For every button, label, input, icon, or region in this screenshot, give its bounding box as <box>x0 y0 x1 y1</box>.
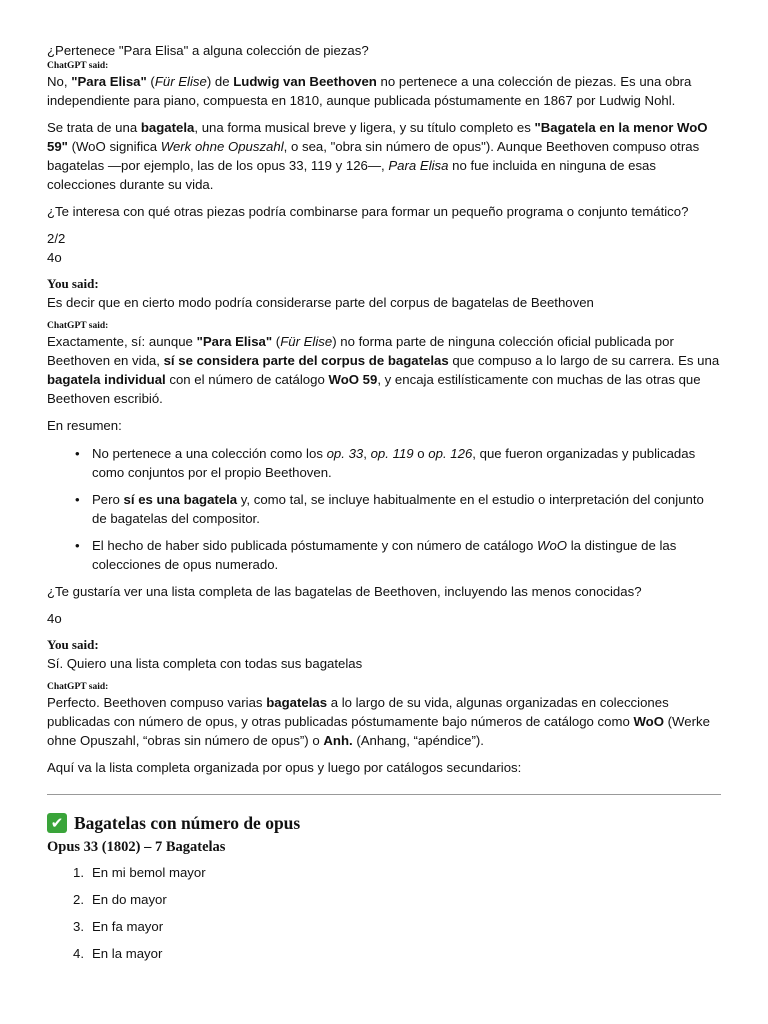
answer-1-paragraph-2: Se trata de una bagatela, una forma musical breve y ligera, y su título completo es "Bagatela en la menor WoO 59" (WoO significa Werk ohne Opuszahl, o sea, "obra sin número de opus"). Aunque Beethoven compuso otras bagatelas —por ejemplo, las de los opus 33, 119 y 126—, Para Elisa no fue incluida en ninguna de esas colecciones durante su vida. <box>47 120 708 192</box>
answer-2-bullet-list <box>47 444 721 574</box>
answer-2-paragraph-1: Exactamente, sí: aunque "Para Elisa" (Für Elise) no forma parte de ninguna colección oficial publicada por Beethoven en vida, sí se considera parte del corpus de bagatelas que compuso a lo largo de su carrera. Es una bagatela individual con el número de catálogo WoO 59, y encaja estilísticamente con muchas de las otras que Beethoven escribió. <box>47 334 720 406</box>
answer-3-paragraph-2: Aquí va la lista completa organizada por opus y luego por catálogos secundarios: <box>47 760 522 775</box>
user-question-2: Es decir que en cierto modo podría considerarse parte del corpus de bagatelas de Beethoven <box>47 295 594 310</box>
model-label: 4o <box>47 611 62 626</box>
answer-1-paragraph-3: ¿Te interesa con qué otras piezas podría combinarse para formar un pequeño programa o conjunto temático? <box>47 204 689 219</box>
list-item: 2. En do mayor <box>73 892 167 907</box>
section-divider <box>47 794 721 795</box>
you-label: You said: <box>47 276 99 291</box>
response-pager[interactable]: 2/2 <box>47 231 66 246</box>
section-heading: ✔ Bagatelas con número de opus <box>47 811 721 835</box>
user-question-1: ¿Pertenece "Para Elisa" a alguna colección de piezas? <box>47 43 369 58</box>
answer-2-summary-label: En resumen: <box>47 418 122 433</box>
answer-1-paragraph-1: No, "Para Elisa" (Für Elise) de Ludwig van Beethoven no pertenece a una colección de piezas. Es una obra independiente para piano, compuesta en 1810, aunque publicada póstumamente en 1867 por Ludwig Nohl. <box>47 74 692 108</box>
list-item: • No pertenece a una colección como los op. 33, op. 119 o op. 126, que fueron organizadas y publicadas como conjuntos por el propio Beethoven. <box>92 444 721 482</box>
check-mark-icon: ✔ <box>47 813 67 833</box>
chatgpt-label: ChatGPT said: <box>47 682 109 692</box>
chatgpt-label: ChatGPT said: <box>47 321 109 331</box>
list-item: • Pero sí es una bagatela y, como tal, se incluye habitualmente en el estudio o interpretación del conjunto de bagatelas del compositor. <box>92 490 721 528</box>
opus-33-list <box>47 863 721 963</box>
you-label: You said: <box>47 637 99 652</box>
user-question-3: Sí. Quiero una lista completa con todas sus bagatelas <box>47 656 363 671</box>
chatgpt-label: ChatGPT said: <box>47 61 109 71</box>
subsection-heading-opus-33: Opus 33 (1802) – 7 Bagatelas <box>47 839 226 855</box>
list-item: 4. En la mayor <box>73 946 163 961</box>
model-label: 4o <box>47 250 62 265</box>
list-item: 1. En mi bemol mayor <box>73 865 206 880</box>
list-item: 3. En fa mayor <box>73 919 164 934</box>
list-item: • El hecho de haber sido publicada póstumamente y con número de catálogo WoO la distingue de las colecciones de opus numerado. <box>92 536 721 574</box>
answer-3-paragraph-1: Perfecto. Beethoven compuso varias bagatelas a lo largo de su vida, algunas organizadas en colecciones publicadas con número de opus, y otras publicadas póstumamente bajo números de catálogo como WoO (Werke ohne Opuszahl, “obras sin número de opus”) o Anh. (Anhang, “apéndice”). <box>47 695 710 748</box>
answer-2-question: ¿Te gustaría ver una lista completa de las bagatelas de Beethoven, incluyendo las menos conocidas? <box>47 584 642 599</box>
